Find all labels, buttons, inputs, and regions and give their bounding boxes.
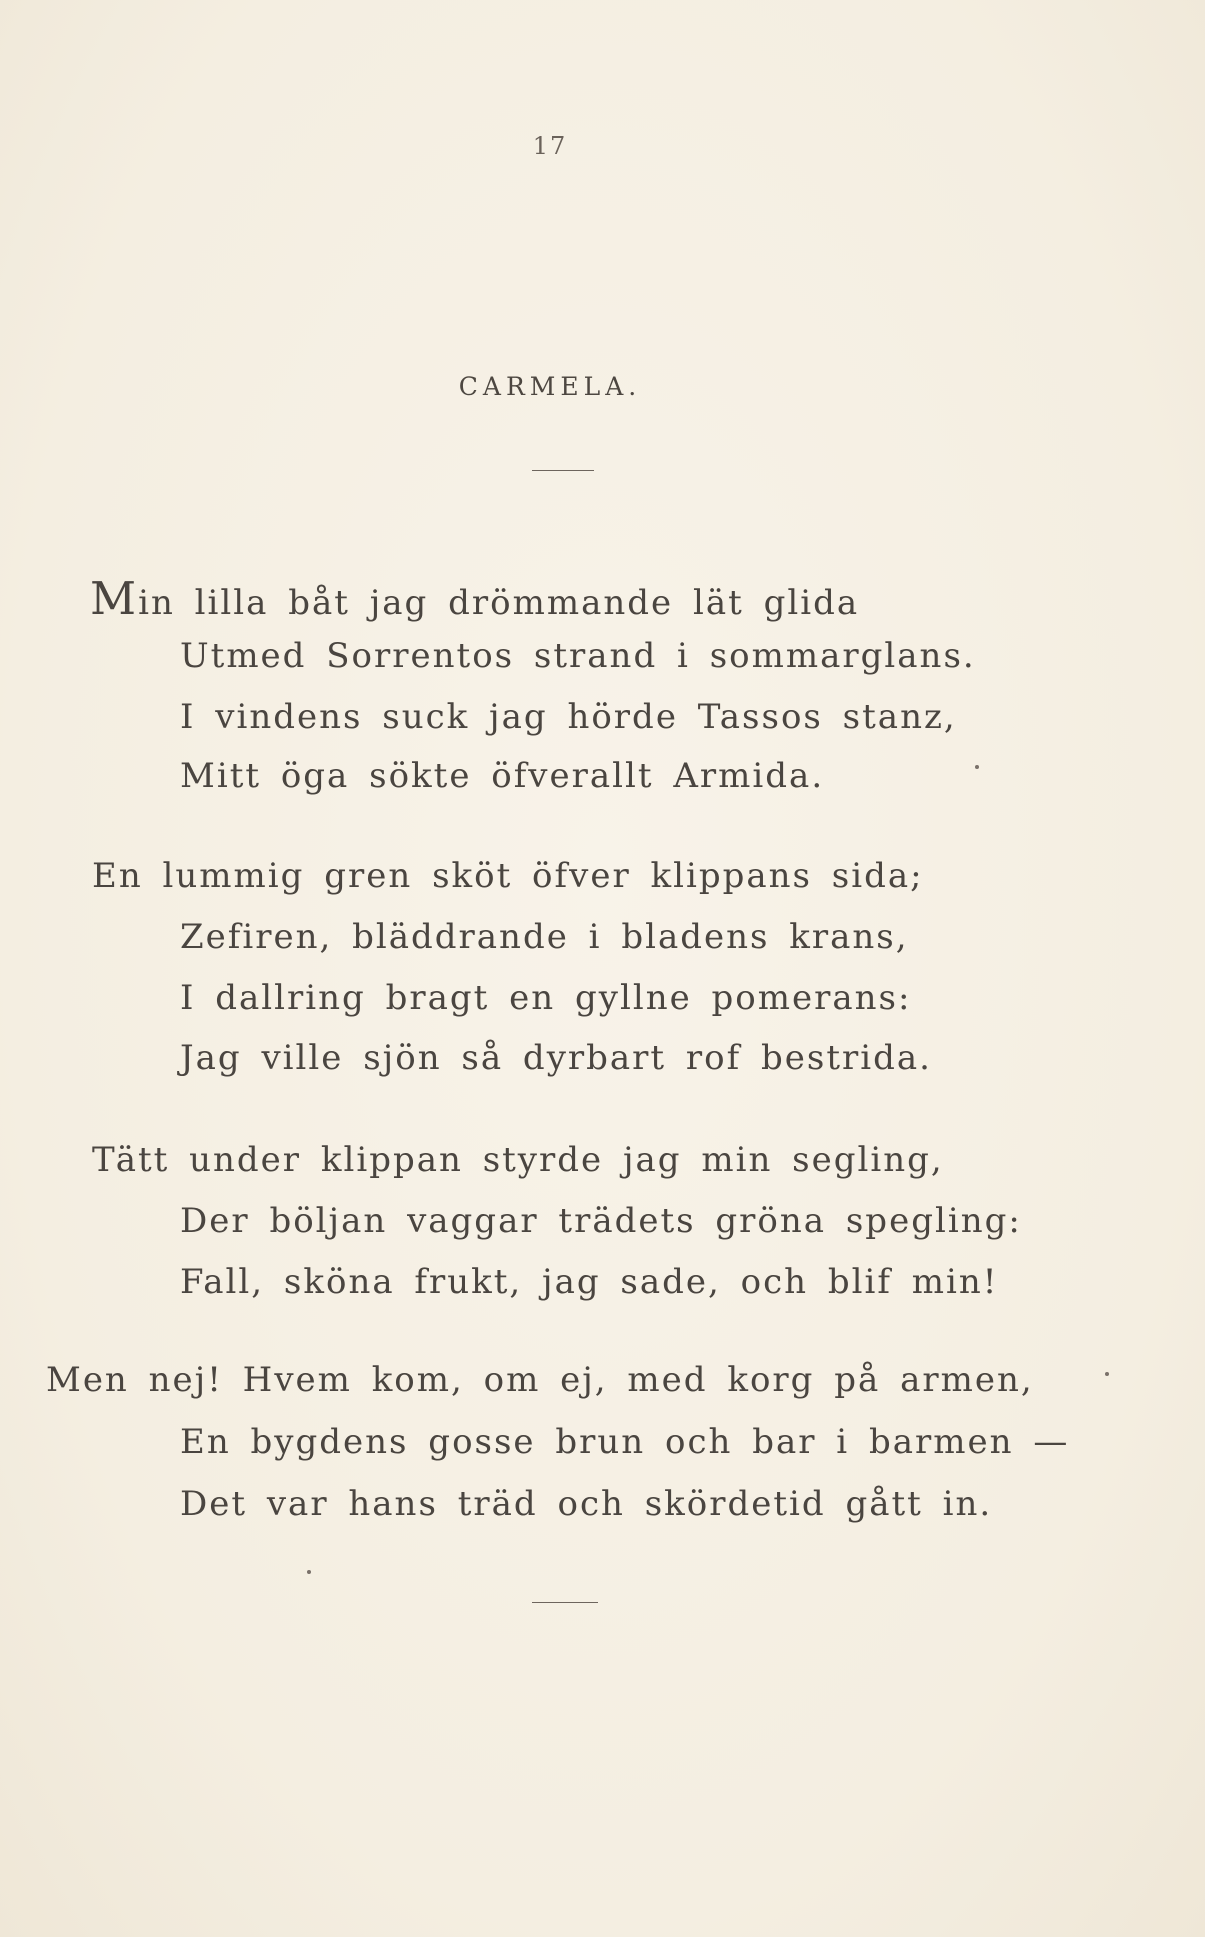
poem-line: Zefiren, bläddrande i bladens krans, xyxy=(180,917,909,957)
poem-line: En bygdens gosse brun och bar i barmen — xyxy=(180,1422,1070,1462)
poem-line: Der böljan vaggar trädets gröna spegling: xyxy=(180,1201,1022,1241)
poem-line: Tätt under klippan styrde jag min segling, xyxy=(92,1140,944,1180)
poem-line: En lummig gren sköt öfver klippans sida; xyxy=(92,856,924,896)
poem-line: Mitt öga sökte öfverallt Armida. xyxy=(180,756,825,796)
poem-line xyxy=(90,572,859,625)
poem-title: CARMELA. xyxy=(458,372,642,401)
poem-line: Jag ville sjön så dyrbart rof bestrida. xyxy=(180,1038,932,1078)
poem-line: Men nej! Hvem kom, om ej, med korg på armen, xyxy=(46,1360,1034,1400)
poem-line: Det var hans träd och skördetid gått in. xyxy=(180,1484,993,1524)
poem-line: I dallring bragt en gyllne pomerans: xyxy=(180,978,912,1018)
poem-line: Fall, sköna frukt, jag sade, och blif min! xyxy=(180,1262,999,1302)
ink-speck xyxy=(975,765,979,769)
page-number: 17 xyxy=(532,132,568,160)
end-divider xyxy=(532,1602,598,1603)
drop-cap: M xyxy=(90,572,139,625)
title-divider xyxy=(532,470,594,471)
poem-line-rest: in lilla båt jag drömmande lät glida xyxy=(138,583,860,623)
ink-speck xyxy=(1105,1372,1109,1376)
poem-line: Utmed Sorrentos strand i sommarglans. xyxy=(180,636,976,676)
ink-speck xyxy=(307,1570,311,1574)
poem-line: I vindens suck jag hörde Tassos stanz, xyxy=(180,697,957,737)
